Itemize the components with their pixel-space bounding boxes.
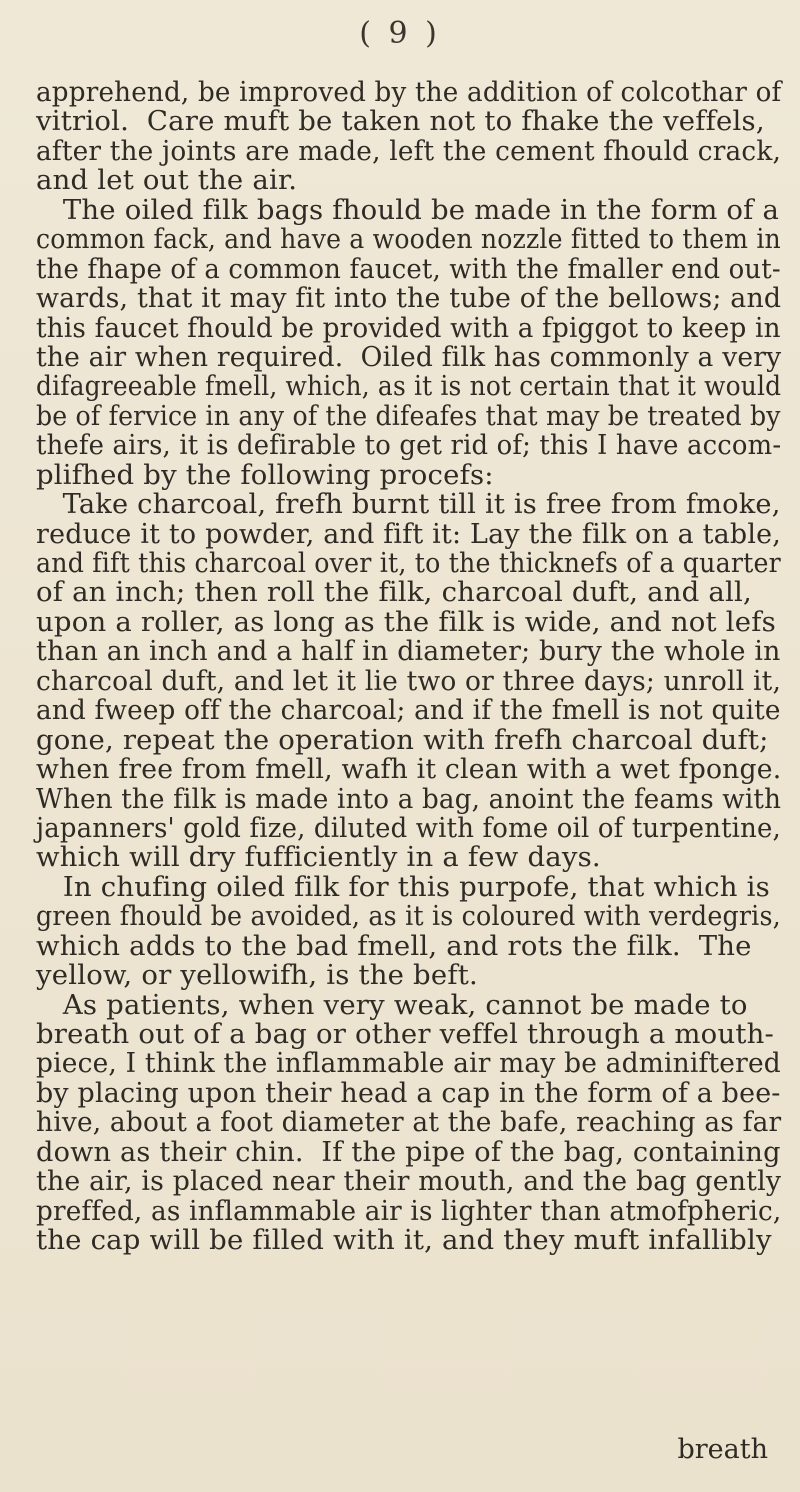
text-line: As patients, when very weak, cannot be made to xyxy=(36,988,748,1021)
text-line: this faucet fhould be provided with a fpiggot to keep in xyxy=(36,311,781,344)
text-line: of an inch; then roll the filk, charcoal duft, and all, xyxy=(36,576,752,609)
text-line: the fhape of a common faucet, with the fmaller end out- xyxy=(36,252,781,285)
text-line: and fift this charcoal over it, to the thicknefs of a quarter xyxy=(36,547,781,579)
text-line: reduce it to powder, and fift it: Lay the filk on a table, xyxy=(36,517,782,550)
text-line: preffed, as inflammable air is lighter than atmofpheric, xyxy=(36,1194,782,1227)
text-line: which will dry fufficiently in a few days. xyxy=(36,841,601,874)
text-line: thefe airs, it is defirable to get rid of; this I have accom- xyxy=(36,429,782,462)
text-line: difagreeable fmell, which, as it is not certain that it would xyxy=(36,370,782,403)
text-line: which adds to the bad fmell, and rots the filk. The xyxy=(36,929,752,962)
text-line: When the filk is made into a bag, anoint the feams with xyxy=(36,782,782,815)
page-number: ( 9 ) xyxy=(359,16,441,51)
text-line: down as their chin. If the pipe of the bag, containing xyxy=(36,1135,781,1168)
text-line: japanners' gold fize, diluted with fome oil of turpentine, xyxy=(36,811,781,844)
catchword: breath xyxy=(677,1434,768,1465)
text-line: charcoal duft, and let it lie two or three days; unroll it, xyxy=(36,664,782,697)
text-line: gone, repeat the operation with frefh charcoal duft; xyxy=(36,723,769,756)
text-line: than an inch and a half in diameter; bury the whole in xyxy=(36,635,781,668)
text-line: In chufing oiled filk for this purpofe, that which is xyxy=(36,870,770,903)
text-line: the cap will be filled with it, and they muft infallibly xyxy=(36,1224,772,1257)
text-line: Take charcoal, frefh burnt till it is free from fmoke, xyxy=(36,488,781,521)
text-line: plifhed by the following procefs: xyxy=(36,458,494,491)
text-line: apprehend, be improved by the addition of colcothar of xyxy=(36,76,782,108)
text-line: vitriol. Care muft be taken not to fhake the veffels, xyxy=(36,105,765,138)
text-line: the air when required. Oiled filk has commonly a very xyxy=(36,340,782,373)
text-line: green fhould be avoided, as it is coloured with verdegris, xyxy=(36,900,781,933)
text-line: yellow, or yellowifh, is the beft. xyxy=(36,959,478,992)
text-line: be of fervice in any of the difeafes that may be treated by xyxy=(36,399,781,432)
text-line: piece, I think the inflammable air may be adminiftered xyxy=(36,1047,781,1080)
text-line: when free from fmell, wafh it clean with a wet fponge. xyxy=(36,753,782,786)
text-line: and fweep off the charcoal; and if the fmell is not quite xyxy=(36,694,781,727)
text-line: upon a roller, as long as the filk is wide, and not lefs xyxy=(36,605,776,638)
text-line: breath out of a bag or other veffel through a mouth- xyxy=(36,1018,775,1050)
text-line: common fack, and have a wooden nozzle fitted to them in xyxy=(36,223,781,256)
text-line: The oiled filk bags fhould be made in the form of a xyxy=(36,193,780,226)
text-line: by placing upon their head a cap in the form of a bee- xyxy=(36,1076,781,1109)
text-line: and let out the air. xyxy=(36,164,298,197)
text-line: after the joints are made, left the cement fhould crack, xyxy=(36,134,782,167)
text-line: wards, that it may fit into the tube of the bellows; and xyxy=(36,282,782,315)
body-text xyxy=(36,78,781,1256)
text-line: the air, is placed near their mouth, and the bag gently xyxy=(36,1165,782,1198)
text-line: hive, about a foot diameter at the bafe, reaching as far xyxy=(36,1106,782,1139)
